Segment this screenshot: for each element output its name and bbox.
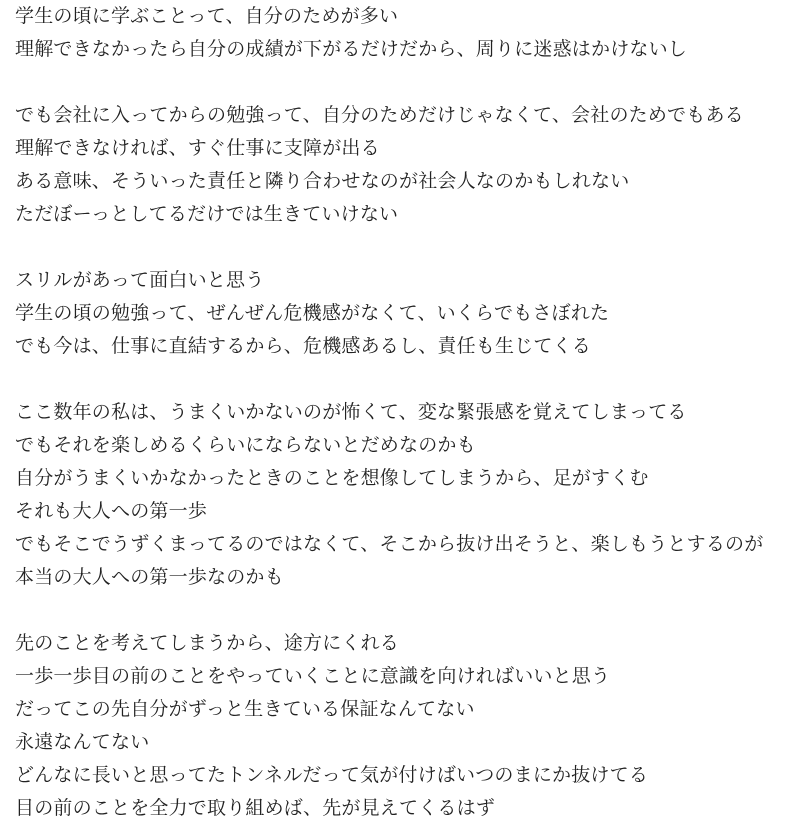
text-line: でも会社に入ってからの勉強って、自分のためだけじゃなくて、会社のためでもある [15, 104, 744, 126]
paragraph-3 [15, 264, 800, 363]
text-line: ある意味、そういった責任と隣り合わせなのが社会人なのかもしれない [15, 170, 630, 192]
text-line: 先のことを考えてしまうから、途方にくれる [15, 632, 400, 654]
text-line: でもそこでうずくまってるのではなくて、そこから抜け出そうと、楽しもうとするのが [15, 533, 764, 555]
text-line: でもそれを楽しめるくらいにならないとだめなのかも [15, 434, 476, 456]
text-line: ただぼーっとしてるだけでは生きていけない [15, 203, 399, 225]
paragraph-2 [15, 99, 800, 231]
text-line: どんなに長いと思ってたトンネルだって気が付けばいつのまにか抜けてる [15, 764, 649, 786]
text-line: 自分がうまくいかなかったときのことを想像してしまうから、足がすくむ [15, 467, 649, 489]
paragraph-1 [15, 0, 800, 66]
text-line: スリルがあって面白いと思う [15, 269, 265, 291]
text-line: 学生の頃の勉強って、ぜんぜん危機感がなくて、いくらでもさぼれた [15, 302, 610, 324]
text-line: 一歩一歩目の前のことをやっていくことに意識を向ければいいと思う [15, 665, 611, 687]
text-line: ここ数年の私は、うまくいかないのが怖くて、変な緊張感を覚えてしまってる [15, 401, 687, 423]
text-line: 学生の頃に学ぶことって、自分のためが多い [15, 5, 399, 27]
text-line: 永遠なんてない [15, 731, 150, 753]
text-line: 本当の大人への第一歩なのかも [15, 566, 284, 588]
text-line: だってこの先自分がずっと生きている保証なんてない [15, 698, 475, 720]
paragraph-4 [15, 396, 800, 594]
paragraph-5 [15, 627, 800, 825]
text-line: それも大人への第一歩 [15, 500, 208, 522]
text-line: 理解できなければ、すぐ仕事に支障が出る [15, 137, 380, 159]
text-line: 理解できなかったら自分の成績が下がるだけだから、周りに迷惑はかけないし [15, 38, 688, 60]
text-line: でも今は、仕事に直結するから、危機感あるし、責任も生じてくる [15, 335, 592, 357]
text-line: 目の前のことを全力で取り組めば、先が見えてくるはず [15, 797, 496, 819]
